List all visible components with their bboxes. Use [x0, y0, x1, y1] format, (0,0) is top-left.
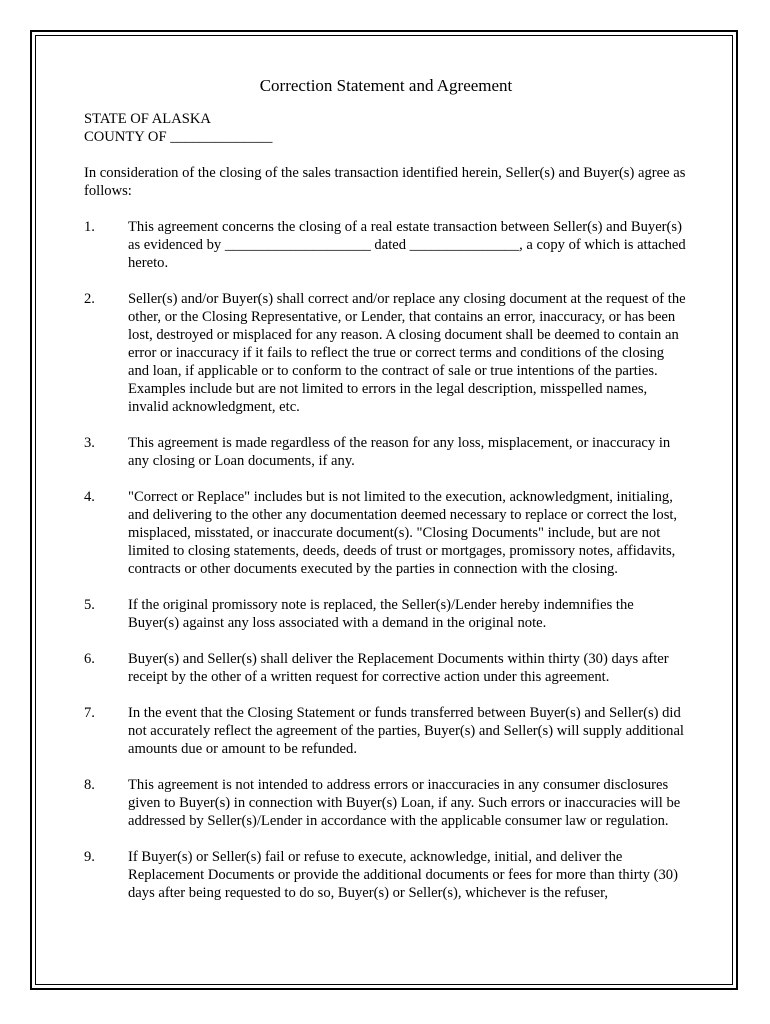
clause-number: 3. — [84, 435, 95, 451]
state-line: STATE OF ALASKA — [84, 111, 211, 127]
clause-text: In the event that the Closing Statement or funds transferred between Buyer(s) and Seller(s) did not accurately reflect the agreement of the parties, Buyer(s) and Seller(s) will supply additional amounts due or amount to be refunded. — [128, 705, 684, 757]
clause-text: If the original promissory note is replaced, the Seller(s)/Lender hereby indemnifies the Buyer(s) against any loss associated with a demand in the original note. — [128, 597, 634, 631]
clause-number: 2. — [84, 291, 95, 307]
clause-3 — [84, 434, 688, 470]
clause-number: 8. — [84, 777, 95, 793]
clause-number: 1. — [84, 219, 95, 235]
document-title: Correction Statement and Agreement — [259, 76, 513, 95]
clause-5 — [84, 596, 688, 632]
clause-1 — [84, 218, 688, 272]
clause-6 — [84, 650, 688, 686]
document-body — [84, 75, 688, 920]
clause-text: This agreement concerns the closing of a real estate transaction between Seller(s) and Buyer(s) as evidenced by ____________________ dated _______________, a copy of which is attached hereto. — [128, 219, 686, 271]
clause-number: 4. — [84, 489, 95, 505]
clause-number: 7. — [84, 705, 95, 721]
clause-number: 9. — [84, 849, 95, 865]
clause-text: This agreement is not intended to address errors or inaccuracies in any consumer disclosures given to Buyer(s) in connection with Buyer(s) Loan, if any. Such errors or inaccuracies will be addressed by Seller(s)/Lender in accordance with the applicable consumer law or regulation. — [128, 777, 681, 829]
county-line: COUNTY OF ______________ — [84, 129, 273, 145]
clause-8 — [84, 776, 688, 830]
clause-text: This agreement is made regardless of the reason for any loss, misplacement, or inaccuracy in any closing or Loan documents, if any. — [128, 435, 671, 469]
clause-text: "Correct or Replace" includes but is not limited to the execution, acknowledgment, initialing, and delivering to the other any documentation deemed necessary to replace or correct the lost, misplaced, misstated, or inaccurate document(s). "Closing Documents" include, but are not limited to closing statements, deeds, deeds of trust or mortgages, promissory notes, affidavits, contracts or other documents executed by the parties in connection with the closing. — [128, 489, 678, 577]
clause-4 — [84, 488, 688, 578]
clause-text: Seller(s) and/or Buyer(s) shall correct and/or replace any closing document at the request of the other, or the Closing Representative, or Lender, that contains an error, inaccuracy, or has been lost, destroyed or misplaced for any reason. A closing document shall be deemed to contain an error or inaccuracy if it fails to reflect the true or correct terms and conditions of the closing and loan, if applicable or to conform to the contract of sale or true intentions of the parties. Examples include but are not limited to errors in the legal description, misspelled names, invalid acknowledgment, etc. — [128, 291, 686, 415]
clause-9 — [84, 848, 688, 902]
clause-text: Buyer(s) and Seller(s) shall deliver the Replacement Documents within thirty (30) days after receipt by the other of a written request for corrective action under this agreement. — [128, 651, 669, 685]
clause-2 — [84, 290, 688, 416]
clause-number: 6. — [84, 651, 95, 667]
clause-7 — [84, 704, 688, 758]
clause-text: If Buyer(s) or Seller(s) fail or refuse to execute, acknowledge, initial, and deliver the Replacement Documents or provide the additional documents or fees for more than thirty (30) days after being requested to do so, Buyer(s) or Seller(s), whichever is the refuser, — [128, 849, 678, 901]
intro-paragraph: In consideration of the closing of the sales transaction identified herein, Seller(s) and Buyer(s) agree as follows: — [84, 165, 686, 199]
clause-number: 5. — [84, 597, 95, 613]
